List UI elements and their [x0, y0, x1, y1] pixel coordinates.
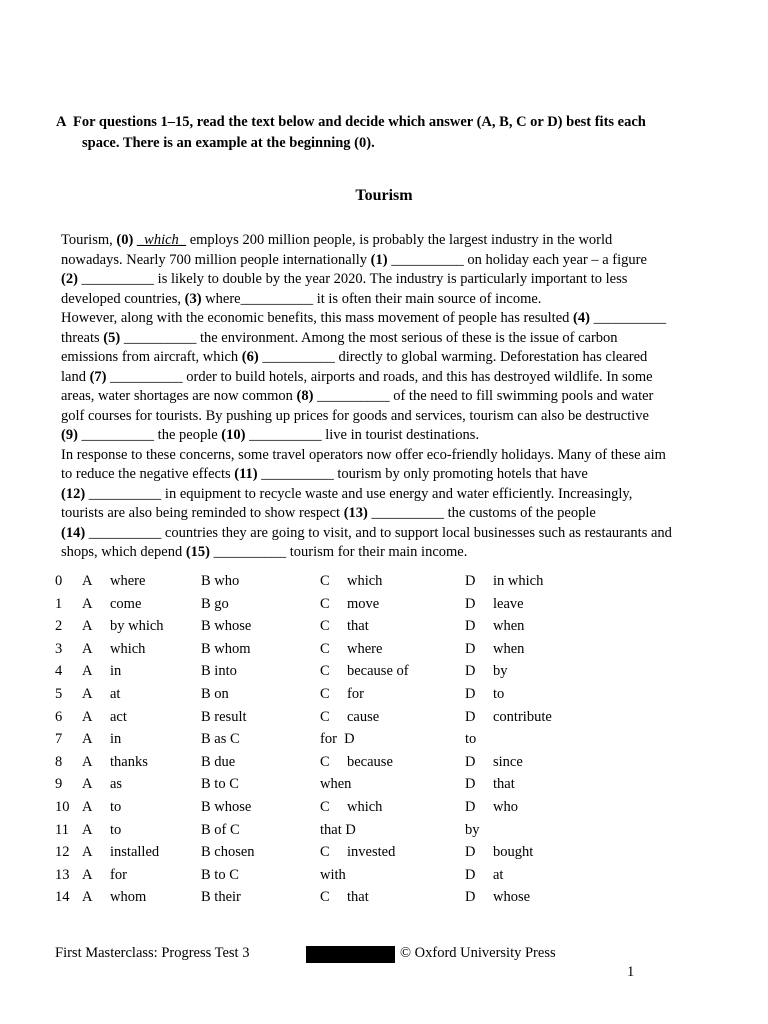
passage-segment: golf courses for tourists. By pushing up prices for goods and services, tourism can also be destructive [61, 407, 649, 424]
option-cell-b: B to C [201, 866, 239, 883]
option-cell-a: A [82, 866, 93, 883]
option-cell-num: 14 [55, 889, 70, 906]
option-row [0, 754, 768, 777]
option-cell-num: 0 [55, 573, 63, 589]
passage-segment: __________ countries they are going to visit, and to support local businesses such as restaurants and [85, 524, 672, 541]
passage-segment: employs 200 million people, is probably the largest industry in the world [186, 232, 613, 248]
option-cell-d: D [465, 753, 476, 770]
option-cell-b: B on [201, 685, 229, 702]
question-number: (13) [343, 505, 368, 521]
option-row [0, 663, 768, 686]
option-cell-num: 1 [55, 595, 63, 612]
option-row [0, 573, 768, 596]
passage-segment: emissions from aircraft, which [61, 349, 242, 365]
option-cell-cv: cause [347, 708, 380, 725]
passage-line [61, 348, 731, 368]
passage-line [61, 290, 731, 310]
passage-line [61, 465, 731, 485]
option-cell-d: D [465, 776, 476, 793]
option-cell-av: whom [110, 889, 147, 906]
option-cell-b: B who [201, 573, 240, 589]
option-cell-a: A [82, 640, 93, 657]
option-cell-cv: that [347, 889, 369, 906]
option-cell-num: 10 [55, 798, 70, 815]
option-cell-c: that D [320, 821, 356, 838]
option-cell-num: 9 [55, 776, 63, 793]
option-row [0, 867, 768, 890]
passage-line [61, 309, 731, 329]
option-cell-dv: bought [493, 844, 534, 861]
footer-left: First Masterclass: Progress Test 3 [55, 945, 250, 961]
answer-options-table [0, 573, 768, 912]
option-cell-dv: when [493, 640, 525, 657]
option-cell-c: C [320, 618, 330, 635]
passage-segment: areas, water shortages are now common [61, 388, 297, 404]
option-cell-dv: that [493, 776, 515, 793]
option-cell-b: B due [201, 753, 236, 770]
passage-segment: __________ on holiday each year – a figure [387, 251, 647, 268]
option-row [0, 641, 768, 664]
passage-segment: nowadays. Nearly 700 million people internationally [61, 251, 371, 268]
passage-segment: to reduce the negative effects [61, 466, 235, 482]
instructions-line-2: space. There is an example at the beginning (0). [82, 135, 375, 151]
option-cell-a: A [82, 776, 93, 793]
option-cell-a: A [82, 618, 93, 635]
passage-segment: __________ is likely to double by the year 2020. The industry is particularly important to less [77, 271, 628, 287]
passage-line [61, 446, 731, 466]
option-cell-av: to [110, 798, 122, 815]
passage-segment: developed countries, [61, 290, 185, 307]
option-cell-dv: who [493, 798, 518, 815]
passage-line [61, 485, 731, 505]
passage-segment: In response to these concerns, some travel operators now offer eco-friendly holidays. Many of these aim [61, 446, 666, 463]
option-cell-c: C [320, 708, 330, 725]
option-cell-dv: leave [493, 595, 524, 612]
option-cell-cv: invested [347, 844, 396, 861]
option-row [0, 596, 768, 619]
option-cell-dv: by [493, 663, 508, 680]
option-cell-a: A [82, 753, 93, 770]
question-number: (10) [221, 427, 246, 443]
option-cell-c: C [320, 685, 330, 702]
option-cell-c: C [320, 844, 330, 861]
option-cell-num: 6 [55, 708, 63, 725]
example-answer: _which_ [136, 232, 187, 248]
passage-segment: shops, which depend [61, 544, 186, 560]
option-cell-av: where [110, 573, 146, 589]
option-cell-cv: for [347, 685, 364, 702]
passage-line [61, 426, 731, 446]
passage-line [61, 251, 731, 271]
passage-segment: __________ of the need to fill swimming pools and water [313, 388, 654, 404]
option-cell-d: D [465, 618, 476, 635]
passage-segment: __________ tourism for their main income. [210, 544, 468, 560]
question-number: (9) [61, 427, 78, 443]
option-row [0, 844, 768, 867]
option-cell-b: B their [201, 889, 241, 906]
option-cell-c: C [320, 640, 330, 657]
option-cell-av: for [110, 866, 127, 883]
option-cell-b: B into [201, 663, 237, 680]
option-cell-d: D [465, 663, 476, 680]
option-cell-av: thanks [110, 753, 148, 770]
passage-segment: However, along with the economic benefits, this mass movement of people has resulted [61, 310, 574, 326]
passage-segment: land [61, 368, 90, 385]
option-cell-dv: to [493, 685, 505, 702]
question-number: (15) [185, 544, 211, 560]
option-cell-b: B of C [201, 821, 240, 838]
option-cell-num: 12 [55, 844, 70, 861]
question-number: (5) [103, 329, 121, 346]
option-cell-a: A [82, 663, 93, 680]
question-number: (0) [116, 232, 134, 248]
option-cell-cv: which [347, 798, 383, 815]
instructions-line-1: For questions 1–15, read the text below and decide which answer (A, B, C or D) best fits each [73, 114, 646, 130]
passage-line [61, 231, 731, 251]
option-cell-dv: at [493, 866, 504, 883]
option-cell-c: C [320, 798, 330, 815]
passage-segment: __________ the environment. Among the most serious of these is the issue of carbon [120, 329, 618, 346]
page-number: 1 [627, 964, 635, 980]
option-cell-d: to [465, 731, 477, 748]
option-cell-dv: contribute [493, 708, 552, 725]
option-cell-b: B to C [201, 776, 239, 793]
passage-segment: tourists are also being reminded to show respect [61, 505, 344, 521]
option-cell-b: B chosen [201, 844, 255, 861]
footer-copyright: © Oxford University Press [400, 945, 556, 961]
option-cell-d: D [465, 889, 476, 906]
option-cell-c: C [320, 663, 330, 680]
passage-segment: where__________ it is often their main source of income. [201, 290, 542, 307]
passage-line [61, 543, 731, 563]
option-cell-a: A [82, 821, 93, 838]
option-cell-b: B whose [201, 618, 252, 635]
option-cell-av: come [110, 595, 142, 612]
passage-segment: __________ order to build hotels, airports and roads, and this has destroyed wildlife. In some [106, 368, 653, 385]
passage-text [61, 231, 731, 563]
option-cell-d: D [465, 685, 476, 702]
question-number: (11) [234, 466, 258, 482]
option-cell-a: A [82, 708, 93, 725]
option-cell-c: C [320, 753, 330, 770]
instructions [56, 112, 706, 154]
option-cell-b: B go [201, 595, 229, 612]
passage-line [61, 387, 731, 407]
question-number: (14) [61, 524, 86, 541]
option-cell-c: C [320, 573, 330, 589]
option-cell-num: 13 [55, 866, 70, 883]
question-number: (4) [573, 310, 590, 326]
option-row [0, 776, 768, 799]
option-cell-av: as [110, 776, 123, 793]
option-cell-av: by which [110, 618, 164, 635]
option-row [0, 731, 768, 754]
option-cell-b: B whom [201, 640, 251, 657]
option-cell-num: 5 [55, 685, 63, 702]
option-cell-b: B as C [201, 731, 240, 748]
option-cell-d: D [465, 708, 476, 725]
option-cell-av: at [110, 685, 121, 702]
passage-segment: __________ in equipment to recycle waste and use energy and water efficiently. Increasingly, [85, 485, 633, 502]
option-cell-num: 8 [55, 753, 63, 770]
option-cell-cv: that [347, 618, 369, 635]
passage-title: Tourism [355, 187, 413, 204]
passage-segment: Tourism, [61, 232, 117, 248]
option-row [0, 709, 768, 732]
option-cell-c: C [320, 595, 330, 612]
option-cell-num: 7 [55, 731, 63, 748]
option-row [0, 686, 768, 709]
option-cell-dv: whose [493, 889, 531, 906]
option-cell-a: A [82, 731, 93, 748]
option-cell-d: D [465, 798, 476, 815]
option-cell-b: B whose [201, 798, 252, 815]
option-cell-b: B result [201, 708, 247, 725]
option-cell-av: in [110, 663, 122, 680]
option-cell-a: A [82, 685, 93, 702]
option-cell-d: by [465, 821, 480, 838]
passage-segment: __________ live in tourist destinations. [245, 427, 480, 443]
option-cell-av: in [110, 731, 122, 748]
option-cell-a: A [82, 844, 93, 861]
option-cell-a: A [82, 595, 93, 612]
option-cell-num: 11 [55, 821, 69, 838]
option-row [0, 822, 768, 845]
question-number: (1) [370, 251, 388, 268]
option-cell-num: 3 [55, 640, 63, 657]
passage-segment: __________ [589, 310, 667, 326]
question-number: (3) [184, 290, 202, 307]
passage-line [61, 504, 731, 524]
passage-line [61, 524, 731, 544]
option-row [0, 889, 768, 912]
passage-segment: __________ the customs of the people [367, 505, 596, 521]
option-cell-cv: because [347, 753, 393, 770]
option-row [0, 799, 768, 822]
option-cell-cv: where [347, 640, 383, 657]
passage-line [61, 407, 731, 427]
question-number: (12) [61, 485, 86, 502]
passage-segment: __________ directly to global warming. Deforestation has cleared [258, 349, 648, 365]
question-number: (6) [241, 349, 259, 365]
option-cell-cv: because of [347, 663, 409, 680]
option-cell-d: D [465, 844, 476, 861]
option-cell-a: A [82, 889, 93, 906]
option-cell-d: D [465, 640, 476, 657]
option-cell-av: act [110, 708, 127, 725]
passage-line [61, 270, 731, 290]
passage-segment: threats [61, 329, 104, 346]
redaction-box [306, 946, 395, 963]
passage-line [61, 368, 731, 388]
passage-line [61, 329, 731, 349]
option-cell-a: A [82, 573, 93, 589]
option-cell-dv: since [493, 753, 523, 770]
option-cell-cv: move [347, 595, 380, 612]
option-row [0, 618, 768, 641]
option-cell-a: A [82, 798, 93, 815]
option-cell-c: when [320, 776, 352, 793]
passage-segment: __________ tourism by only promoting hotels that have [257, 466, 588, 482]
question-number: (8) [296, 388, 314, 404]
passage-segment: __________ the people [77, 427, 222, 443]
option-cell-dv: in which [493, 573, 544, 589]
option-cell-d: D [465, 866, 476, 883]
option-cell-cv: which [347, 573, 383, 589]
option-cell-c: for D [320, 731, 355, 748]
question-number: (2) [61, 271, 78, 287]
option-cell-av: installed [110, 844, 160, 861]
option-cell-dv: when [493, 618, 525, 635]
option-cell-d: D [465, 573, 476, 589]
option-cell-c: with [320, 866, 346, 883]
option-cell-av: which [110, 640, 146, 657]
option-cell-num: 4 [55, 663, 63, 680]
option-cell-av: to [110, 821, 122, 838]
option-cell-d: D [465, 595, 476, 612]
question-number: (7) [89, 368, 107, 385]
option-cell-c: C [320, 889, 330, 906]
option-cell-num: 2 [55, 618, 63, 635]
section-letter: A [56, 114, 67, 130]
